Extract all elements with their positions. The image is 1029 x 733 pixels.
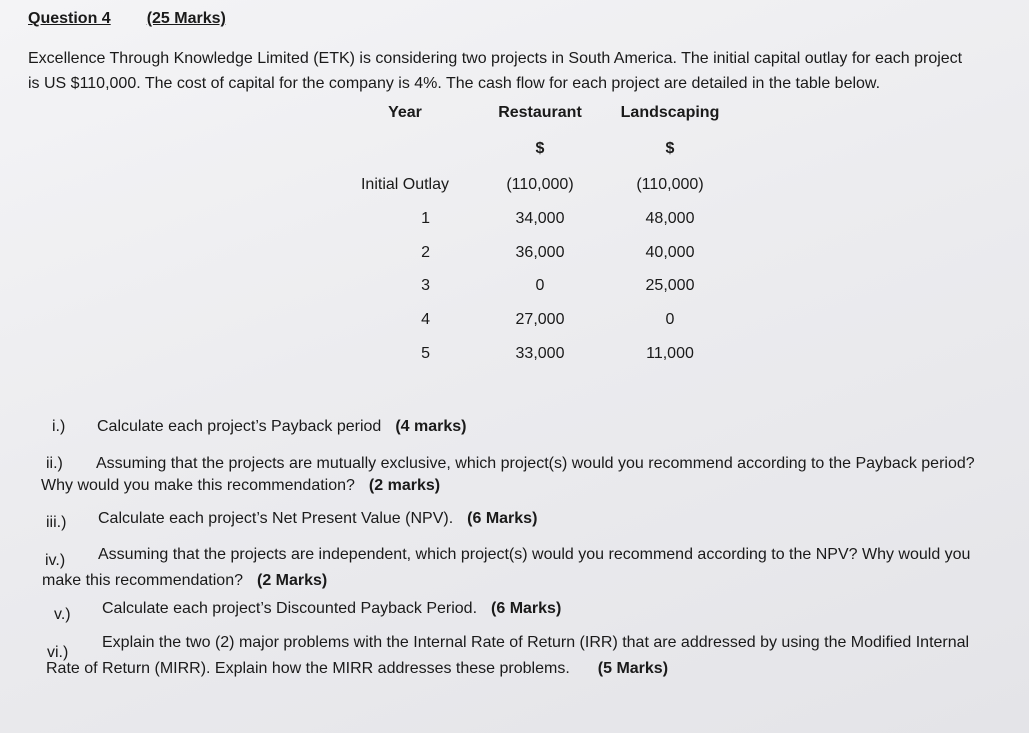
row-year: 5 xyxy=(421,345,430,362)
question-text: Rate of Return (MIRR). Explain how the MIRR addresses these problems. xyxy=(46,660,570,677)
question-marks: (25 Marks) xyxy=(146,10,226,27)
question-i xyxy=(97,418,466,436)
intro-line: is US $110,000. The cost of capital for the company is 4%. The cash flow for each project are detailed in the table below. xyxy=(28,75,881,92)
question-iv-line1: Assuming that the projects are independent, which project(s) would you recommend according to the NPV? Why would you xyxy=(98,546,971,563)
table-row xyxy=(0,345,1029,371)
currency-landscaping: $ xyxy=(665,140,675,157)
row-landscaping: 25,000 xyxy=(645,277,695,294)
header-year: Year xyxy=(388,104,422,121)
row-restaurant: 34,000 xyxy=(515,210,565,227)
table-row xyxy=(0,210,1029,236)
question-heading xyxy=(28,10,226,28)
currency-restaurant: $ xyxy=(535,140,545,157)
header-landscaping: Landscaping xyxy=(620,104,720,121)
question-vi-line1: Explain the two (2) major problems with the Internal Rate of Return (IRR) that are addressed by using the Modified Internal xyxy=(102,634,970,651)
question-marks: (2 marks) xyxy=(368,477,441,494)
header-restaurant: Restaurant xyxy=(498,104,582,121)
question-text: Calculate each project’s Discounted Payback Period. xyxy=(102,600,478,617)
row-year: 3 xyxy=(421,277,430,294)
row-restaurant: (110,000) xyxy=(506,176,574,193)
table-row xyxy=(0,176,1029,202)
question-number-v: v.) xyxy=(54,606,71,623)
question-number-vi: vi.) xyxy=(47,644,69,661)
row-landscaping: (110,000) xyxy=(636,176,704,193)
question-text: make this recommendation? xyxy=(42,572,243,589)
question-iv-line2 xyxy=(42,572,327,590)
row-restaurant: 33,000 xyxy=(515,345,565,362)
question-ii-line2 xyxy=(41,477,440,495)
intro-line: Excellence Through Knowledge Limited (ETK) is considering two projects in South America. The initial capital outlay for each project xyxy=(28,50,963,67)
row-landscaping: 40,000 xyxy=(645,244,695,261)
question-marks: (6 Marks) xyxy=(467,510,538,527)
question-number-iv: iv.) xyxy=(45,552,66,569)
table-currency-row xyxy=(0,140,1029,166)
question-marks: (5 Marks) xyxy=(597,660,669,677)
question-marks: (2 Marks) xyxy=(256,572,328,589)
question-number-ii: ii.) xyxy=(46,455,63,472)
row-restaurant: 36,000 xyxy=(515,244,565,261)
question-v xyxy=(102,600,561,618)
table-header-row xyxy=(0,104,1029,130)
table-row xyxy=(0,244,1029,270)
row-landscaping: 48,000 xyxy=(645,210,695,227)
question-text: Calculate each project’s Payback period xyxy=(97,418,382,435)
row-restaurant: 0 xyxy=(535,277,545,294)
question-number: Question 4 xyxy=(28,10,111,27)
question-vi-line2 xyxy=(46,660,668,678)
question-ii-line1: Assuming that the projects are mutually exclusive, which project(s) would you recommend according to the Payback period? xyxy=(96,455,975,472)
question-marks: (6 Marks) xyxy=(491,600,562,617)
row-restaurant: 27,000 xyxy=(515,311,565,328)
table-row xyxy=(0,311,1029,337)
question-iii xyxy=(98,510,537,528)
question-text: Calculate each project’s Net Present Value (NPV). xyxy=(98,510,454,527)
question-intro xyxy=(28,46,1018,96)
row-landscaping: 11,000 xyxy=(646,345,694,362)
table-row xyxy=(0,277,1029,303)
row-year: 1 xyxy=(421,210,430,227)
question-text: Why would you make this recommendation? xyxy=(41,477,355,494)
row-year: 2 xyxy=(421,244,430,261)
row-landscaping: 0 xyxy=(665,311,675,328)
question-number-iii: iii.) xyxy=(46,514,67,531)
row-year: 4 xyxy=(421,311,430,328)
question-marks: (4 marks) xyxy=(395,418,467,435)
row-year: Initial Outlay xyxy=(360,176,450,193)
question-number-i: i.) xyxy=(52,418,66,435)
